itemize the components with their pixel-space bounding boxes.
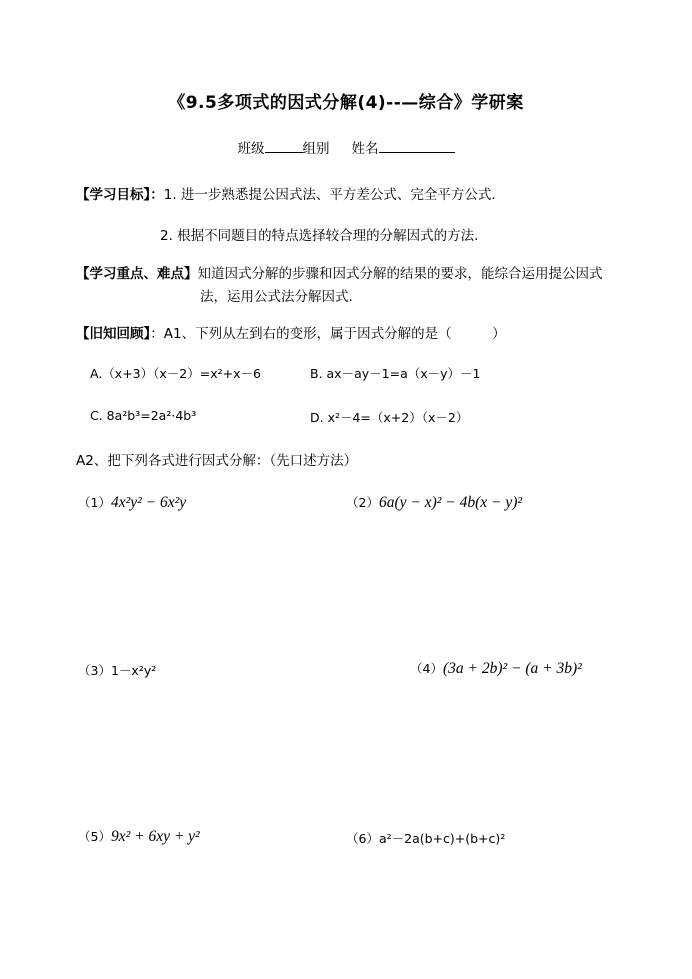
problem-4-expression: (3a + 2b)² − (a + 3b)² (442, 660, 582, 677)
review-line (76, 322, 506, 342)
option-b: B. ax－ay－1=a（x－y）－1 (310, 366, 481, 381)
problem-2 (346, 492, 522, 512)
focus-label: 【学习重点、难点】 (76, 266, 198, 282)
option-c: C. 8a²b³=2a²·4b³ (90, 408, 197, 423)
problem-2-label: （2） (346, 495, 379, 510)
problem-1-label: （1） (78, 495, 111, 510)
problem-3-expression: 1－x²y² (110, 663, 157, 678)
problem-6-label: （6） (346, 831, 379, 846)
problem-6 (346, 828, 505, 847)
group-label: 组别 (302, 141, 330, 157)
option-d: D. x²－4=（x+2）（x－2） (310, 410, 469, 425)
focus-line-1 (76, 262, 603, 282)
problem-5-expression: 9x² + 6xy + y² (110, 828, 200, 845)
problem-1 (78, 492, 186, 512)
review-label: 【旧知回顾】 (76, 326, 151, 342)
problem-1-expression: 4x²y² − 6x²y (110, 494, 187, 511)
objective-item-2: 2. 根据不同题目的特点选择较合理的分解因式的方法. (160, 228, 479, 244)
class-blank[interactable] (265, 140, 303, 153)
problem-3-label: （3） (78, 663, 111, 678)
class-label: 班级 (237, 141, 265, 157)
problem-5 (78, 826, 200, 846)
problem-5-label: （5） (78, 829, 111, 844)
student-info-line (0, 137, 692, 157)
objectives-label: 【学习目标】 (76, 187, 151, 203)
a2-instruction: A2、把下列各式进行因式分解：（先口述方法） (76, 453, 358, 469)
page-title: 《9.5多项式的因式分解(4)--—综合》学研案 (168, 93, 524, 113)
option-a: A.（x+3）（x－2）=x²+x－6 (90, 366, 261, 381)
problem-6-expression: a²－2a(b+c)+(b+c)² (378, 831, 506, 846)
objectives-line-1: 【学习目标】：1. 进一步熟悉提公因式法、平方差公式、完全平方公式. (76, 187, 496, 203)
problem-3 (78, 660, 156, 679)
name-blank[interactable] (379, 140, 455, 153)
review-question: ：A1、下列从左到右的变形，属于因式分解的是（ ） (150, 326, 506, 342)
problem-4-label: （4） (410, 661, 443, 676)
objective-item-1: 1. 进一步熟悉提公因式法、平方差公式、完全平方公式. (163, 187, 496, 203)
problem-4 (410, 658, 582, 678)
name-label: 姓名 (351, 141, 379, 157)
focus-text-2: 法，运用公式法分解因式. (200, 289, 353, 305)
problem-2-expression: 6a(y − x)² − 4b(x − y)² (378, 494, 523, 511)
focus-text-1: 知道因式分解的步骤和因式分解的结果的要求，能综合运用提公因式 (197, 266, 603, 282)
